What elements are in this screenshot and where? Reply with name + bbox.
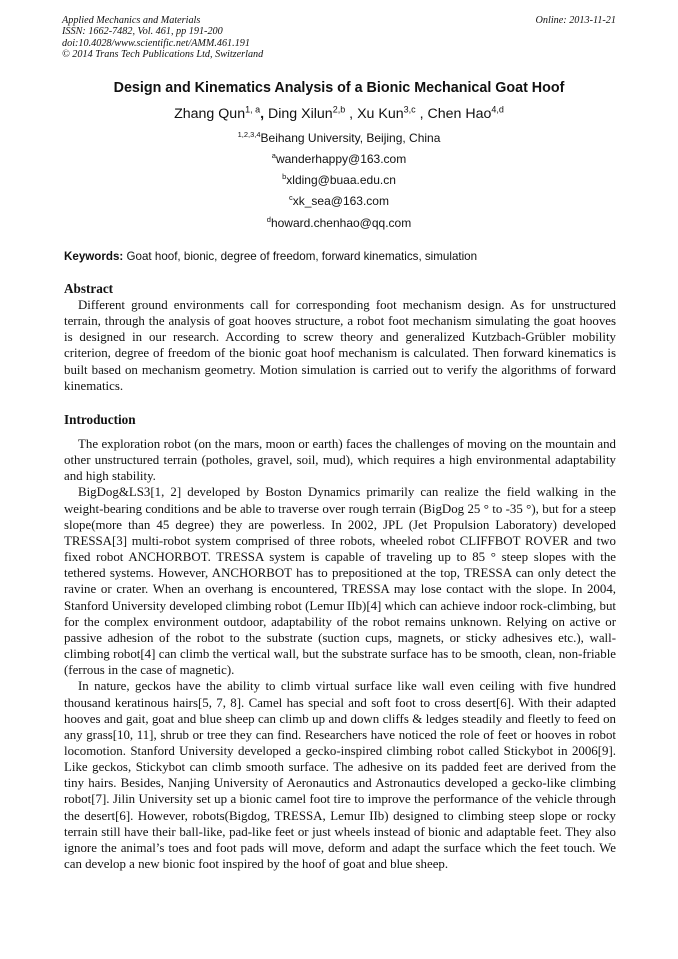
author-list <box>40 104 638 122</box>
issn-line: ISSN: 1662-7482, Vol. 461, pp 191-200 <box>62 26 223 38</box>
email-c: $^c$xk_sea@163.com <box>289 193 389 208</box>
keywords <box>64 250 616 263</box>
keywords-label: Keywords: <box>64 250 124 263</box>
author: Chen Hao$^{4,d}$ <box>427 104 504 122</box>
author: Ding Xilun$^{2,b}$ , <box>268 104 354 122</box>
abstract-body <box>64 297 616 394</box>
abstract-paragraph: Different ground environments call for corresponding foot mechanism design. As for unstructured terrain, through the analysis of goat hooves structure, a robot foot mechanism simulating the goat hooves is designed in our research. According to screw theory and generalized Kutzbach-Grübler mobility criterion, degree of freedom of the bionic goat hoof mechanism is calculated. Then forward kinematics is built based on mechanism geometry. Motion simulation is carried out to verify the algorithms of forward kinematics. <box>64 298 616 393</box>
author: Zhang Qun$^{1, a}$, <box>174 104 265 122</box>
intro-paragraph: BigDog&LS3[1, 2] developed by Boston Dynamics primarily can realize the field walking in the weight-bearing conditions and be able to traverse over rough terrain (BigDog 25 ° to -35 °), but for a steep slope(more than 45 degree) they are powerless. In 2002, JPL (Jet Propulsion Laboratory) developed TRESSA[3] multi-robot system comprised of three robots, wheeled robot CLIFFBOT ROVER and two fixed robot ANCHORBOT. TRESSA system is capable of traveling up to 85 ° steep slopes with the tethered systems. However, ANCHORBOT has to prepositioned at the top, TRESSA can only detect the ravine or crater. When an overhang is encountered, TRESSA may lose contact with the slope. In 2004, Stanford University developed climbing robot (Lemur IIb)[4] which can achieve indoor rock-climbing, but for the complex environment outdoor, adaptability of the robot remains unknown. Relying on active or passive adhesion of the robot to the substrate (suction cups, magnets, or sticky adhesives etc.), wall-climbing robot[4] can climb the vertical wall, but the substrate surface has to be smooth, clean, non-friable (ferrous in the case of magnetic). <box>64 485 616 678</box>
author: Xu Kun$^{3,c}$ , <box>357 104 424 122</box>
journal-name: Applied Mechanics and Materials <box>62 15 201 26</box>
affiliation: $^{1,2,3,4}$Beihang University, Beijing, China <box>237 130 441 145</box>
journal-header <box>62 15 616 61</box>
doi-line: doi:10.4028/www.scientific.net/AMM.461.191 <box>62 37 250 49</box>
intro-paragraph: In nature, geckos have the ability to climb virtual surface like wall even ceiling with five hundred thousand keratinous hairs[5, 7, 8]. Camel has special and soft foot to cross desert[6]. With their adapted hooves and gait, goat and blue sheep can climb up and down cliffs & ledges steadily and fleetly to feed on any grass[10, 11], shrub or tree they can find. Researchers have noticed the role of feet or hooves in robot locomotion. Stanford University developed a gecko-inspired climbing robot called Stickybot in 2006[9]. Like geckos, Stickybot can climb smooth surface. The adhesive on its padded feet are derived from the tiny hairs. Besides, Nanjing University of Aeronautics and Astronautics developed a gecko-like climbing robot[7]. Jilin University set up a bionic camel foot tire to improve the performance of the vehicle through the desert[6]. However, robots(Bigdog, TRESSA, Lemur IIb) designed to climbing steep slope or rocky terrain still have their ball-like, pad-like feet or just wheels instead of bionic and adaptable feet. They also ignore the animal’s toes and foot pads will move, deform and adapt the surface which the feet touch. We can develop a new bionic foot inspired by the hoof of goat and blue sheep. <box>64 679 616 872</box>
online-date: Online: 2013-11-21 <box>535 15 616 26</box>
copyright-line: © 2014 Trans Tech Publications Ltd, Switzerland <box>62 49 264 61</box>
introduction-heading: Introduction <box>64 412 136 427</box>
introduction-body <box>64 436 616 872</box>
paper-title: Design and Kinematics Analysis of a Bionic Mechanical Goat Hoof <box>113 80 565 96</box>
email-b: $^b$xlding@buaa.edu.cn <box>282 172 396 187</box>
email-d: $^d$howard.chenhao@qq.com <box>266 215 412 230</box>
email-a: $^a$wanderhappy@163.com <box>271 151 407 166</box>
keywords-text: Goat hoof, bionic, degree of freedom, forward kinematics, simulation <box>126 250 478 263</box>
intro-paragraph: The exploration robot (on the mars, moon or earth) faces the challenges of moving on the mountain and other unstructured terrain (potholes, gravel, soil, mud), which requires a high environmental adaptability and high stability. <box>64 437 616 484</box>
abstract-heading: Abstract <box>64 281 114 296</box>
